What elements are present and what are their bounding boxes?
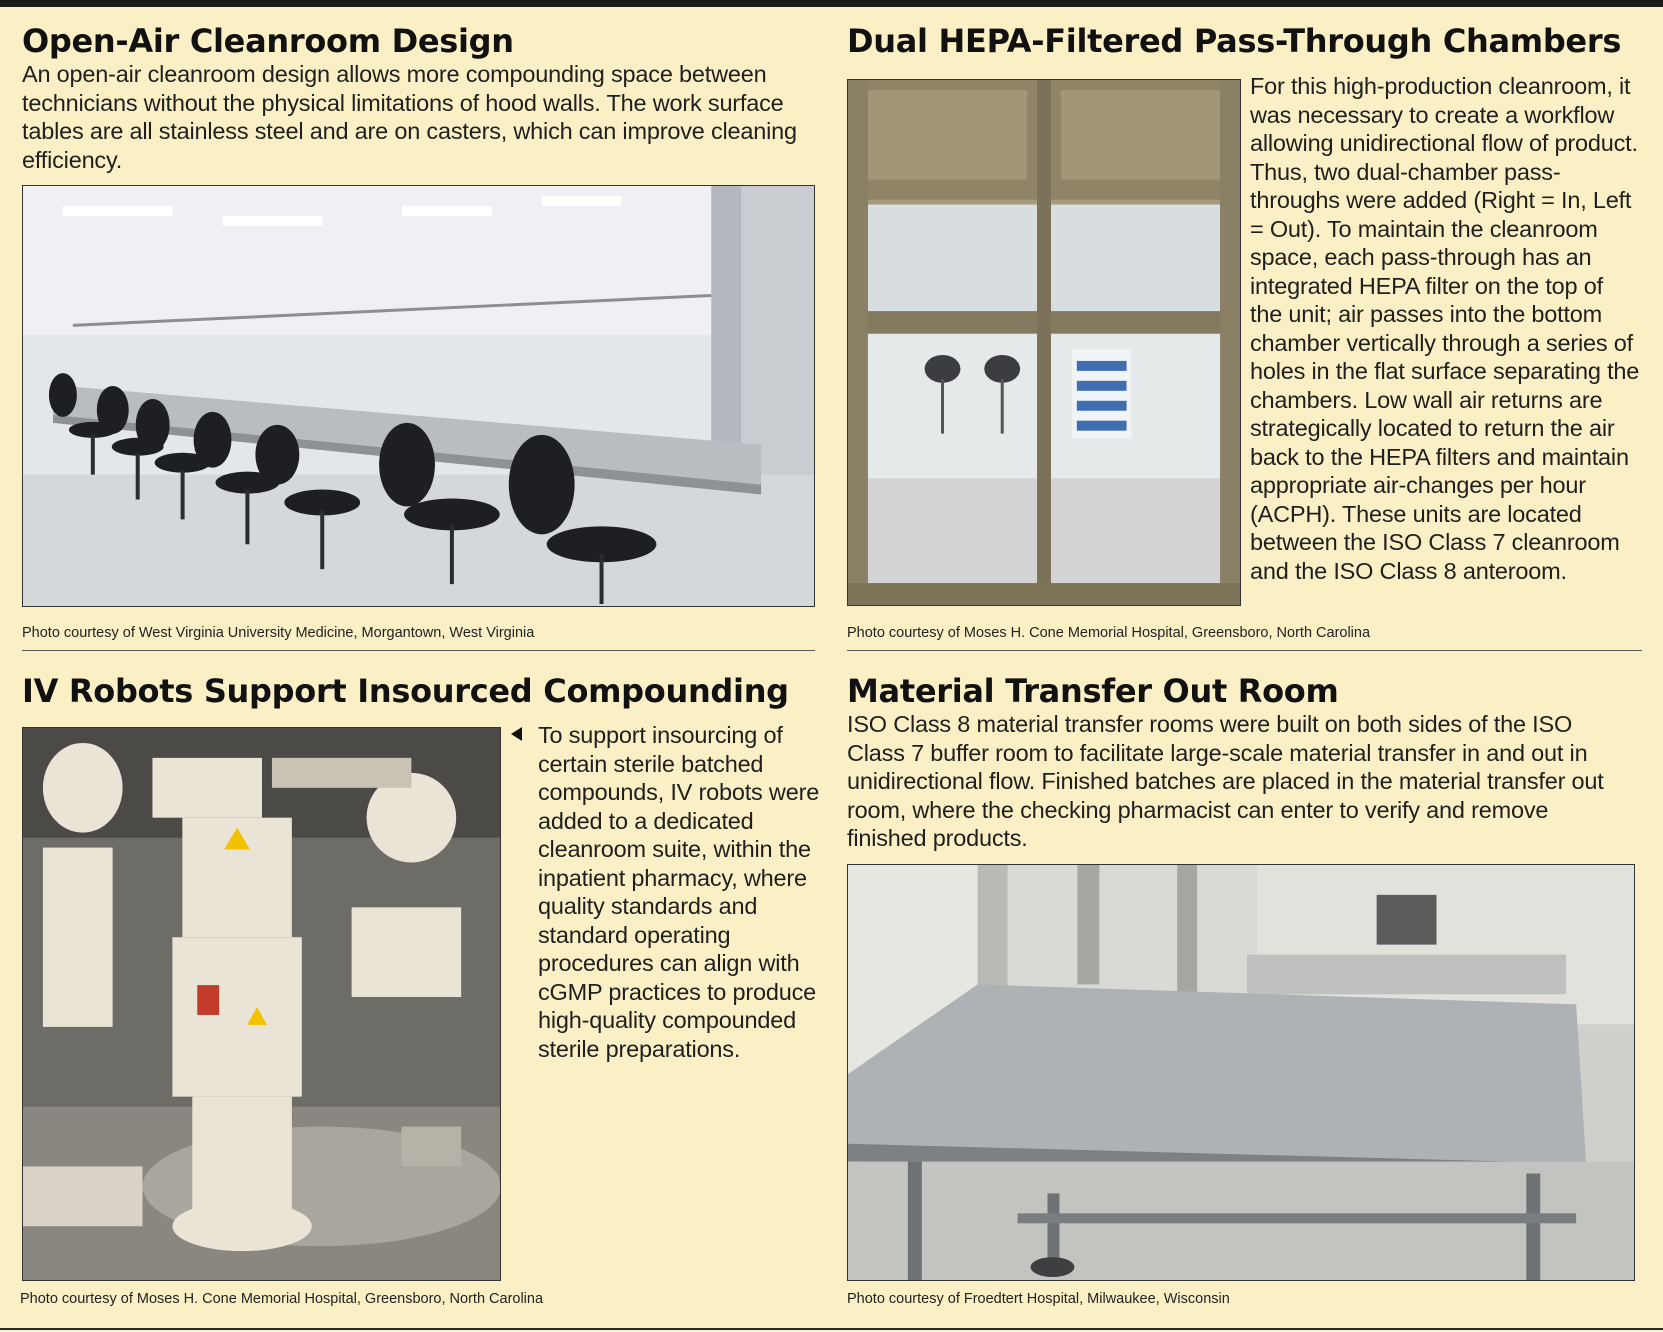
photo-caption: Photo courtesy of Moses H. Cone Memorial Hospital, Greensboro, North Carolina	[20, 1291, 544, 1307]
transfer-room-photo	[847, 864, 1635, 1281]
bottom-rule	[0, 1328, 1663, 1330]
photo-caption: Photo courtesy of Froedtert Hospital, Milwaukee, Wisconsin	[847, 1291, 1230, 1307]
panel-iv-robots	[22, 672, 812, 710]
iv-robot-photo	[22, 727, 501, 1281]
photo-caption: Photo courtesy of Moses H. Cone Memorial Hospital, Greensboro, North Carolina	[847, 625, 1371, 641]
panel-open-air	[22, 22, 812, 174]
panel-transfer-out	[847, 672, 1647, 853]
pass-through-photo	[847, 79, 1241, 606]
panel-body: ISO Class 8 material transfer rooms were built on both sides of the ISO Class 7 buffer room to facilitate large-scale material transfer in and out in unidirectional flow. Finished batches are placed in the material transfer out room, where the checking pharmacist can enter to verify and remove finished products.	[847, 711, 1604, 851]
panel-title: Dual HEPA-Filtered Pass-Through Chambers	[847, 22, 1622, 60]
divider	[847, 650, 1642, 651]
divider	[22, 650, 815, 651]
panel-title: IV Robots Support Insourced Compounding	[22, 672, 789, 710]
panel-title: Open-Air Cleanroom Design	[22, 22, 514, 60]
panel-body: To support insourcing of certain sterile batched compounds, IV robots were added to a dedicated cleanroom suite, within the inpatient pharmacy, where quality standards and standard operating procedures can align with cGMP practices to produce high-quality compounded sterile preparations.	[538, 722, 820, 1062]
panel-body: An open-air cleanroom design allows more compounding space between technicians without the physical limitations of hood walls. The work surface tables are all stainless steel and are on casters, which can improve cleaning efficiency.	[22, 61, 797, 173]
panel-body: For this high-production cleanroom, it was necessary to create a workflow allowing unidirectional flow of product. Thus, two dual-chamber pass-throughs were added (Right = In, Left = Out). To maintain the cleanroom space, each pass-through has an integrated HEPA filter on the top of the unit; air passes into the bottom chamber vertically through a series of holes in the flat surface separating the chambers. Low wall air returns are strategically located to return the air back to the HEPA filters and maintain appropriate air-changes per hour (ACPH). These units are located between the ISO Class 7 cleanroom and the ISO Class 8 anteroom.	[1250, 73, 1640, 584]
photo-caption: Photo courtesy of West Virginia University Medicine, Morgantown, West Virginia	[22, 625, 535, 641]
pointer-arrow-icon	[511, 727, 522, 741]
top-rule	[0, 0, 1663, 7]
cleanroom-photo	[22, 185, 815, 607]
panel-title: Material Transfer Out Room	[847, 672, 1339, 710]
panel-pass-through	[847, 22, 1647, 60]
